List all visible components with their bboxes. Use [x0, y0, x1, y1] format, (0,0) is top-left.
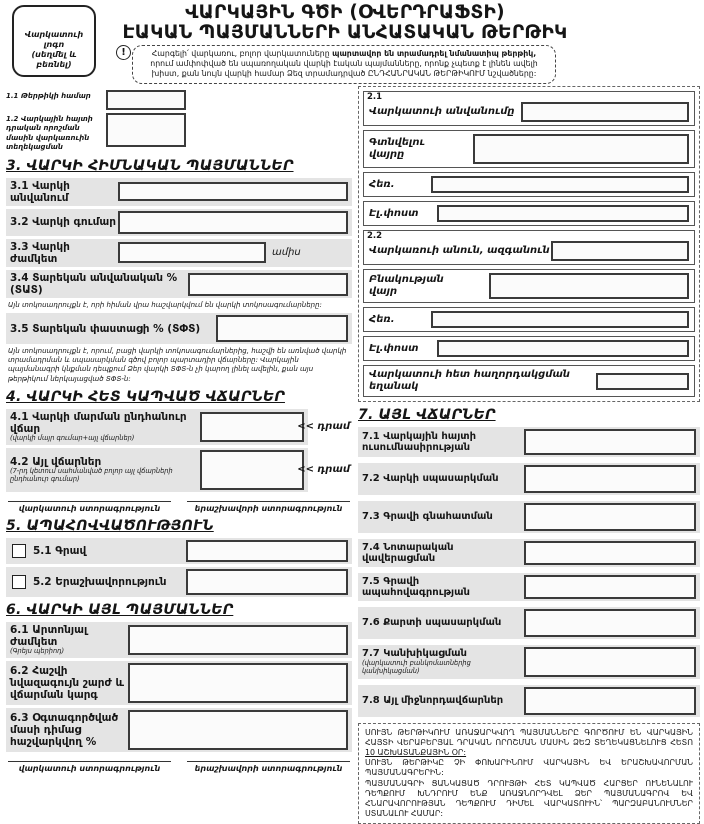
field-6-1-sublabel: (Գրեյս պերիոդ) — [10, 646, 65, 655]
borrower-phone-label: Հեռ. — [369, 313, 395, 325]
field-7-3-label: 7.3 Գրավի գնահատման — [362, 511, 493, 523]
field-4-1-label: 4.1 Վարկի մարման ընդհանուր վճար — [10, 410, 187, 435]
section-5-heading: 5. ԱՊԱՀՈՎՎԱԾՈՒԹՅՈՒՆ — [6, 517, 214, 534]
guarantee-checkbox[interactable] — [12, 575, 26, 589]
field-6-1-input[interactable] — [128, 625, 348, 655]
section-3-heading: 3. ՎԱՐԿԻ ՀԻՄՆԱԿԱՆ ՊԱՅՄԱՆՆԵՐ — [6, 157, 294, 174]
field-3-1-input[interactable] — [118, 182, 348, 201]
section-6-heading: 6. ՎԱՐԿԻ ԱՅԼ ՊԱՅՄԱՆՆԵՐ — [6, 601, 234, 618]
lender-phone-row — [363, 172, 695, 197]
logo-caption-line2: (սեղմել և բեռնել) — [31, 50, 77, 69]
footer-notice-box — [358, 723, 700, 824]
field-7-3-input[interactable] — [524, 503, 696, 531]
field-7-2-label: 7.2 Վարկի սպասարկման — [362, 473, 499, 485]
field-7-4-label: 7.4 Նոտարական վավերացման — [362, 541, 454, 564]
field-7-7-label: 7.7 Կանխիկացման — [362, 648, 467, 660]
row-3-3 — [6, 239, 352, 267]
lender-email-input[interactable] — [437, 205, 689, 222]
footer-p1-underline: 10 ԱՇԽԱՏԱՆՔԱՅԻՆ ՕՐ: — [365, 748, 467, 758]
field-7-1-input[interactable] — [524, 429, 696, 455]
apr-nominal-note: Այն տոկոսադրույքն է, որի հիման վրա հաշվարկվում են վարկի տոկոսագումարները: — [8, 301, 322, 310]
borrower-phone-row — [363, 307, 695, 332]
field-7-1-label-block — [362, 431, 504, 454]
field-3-4-input[interactable] — [188, 273, 348, 296]
borrower-address-label: Բնակության վայր — [369, 274, 444, 297]
field-7-4-input[interactable] — [524, 541, 696, 565]
lender-name-row — [363, 91, 695, 126]
lender-signature-caption: վարկատուի ստորագրություն — [8, 501, 171, 513]
row-7-3 — [358, 501, 700, 533]
collateral-checkbox[interactable] — [12, 544, 26, 558]
lender-phone-input[interactable] — [431, 176, 689, 193]
borrower-address-row — [363, 269, 695, 303]
field-row-1-1 — [6, 90, 352, 110]
field-7-7-sublabel: (վարկատուի բանկոմատներից կանխիկացման) — [362, 658, 471, 675]
guarantor-signature-caption: երաշխավորի ստորագրություն — [187, 501, 350, 513]
field-7-5-input[interactable] — [524, 575, 696, 599]
section-7-heading: 7. ԱՅԼ ՎՃԱՐՆԵՐ — [358, 407, 496, 423]
borrower-notice-box — [121, 45, 556, 84]
row-6-2 — [6, 661, 352, 705]
communication-method-row — [363, 365, 695, 397]
row-6-3 — [6, 708, 352, 752]
guarantee-input[interactable] — [186, 569, 348, 595]
communication-method-label: Վարկատուի հետ հաղորդակցման եղանակ — [369, 369, 570, 392]
borrower-address-input[interactable] — [489, 273, 689, 299]
parties-box — [358, 86, 700, 402]
field-6-3-input[interactable] — [128, 710, 348, 750]
footer-paragraph-2: ՍՈՒՅՆ ԹԵՐԹԻԿԸ ՉԻ ՓՈԽԱՐԻՆՈՒՄ ՎԱՐԿԱՅԻՆ ԵՎ ԵՐԱՇԽԱՎՈՐՄԱՆ ՊԱՅՄԱՆԱԳՐԵՐԻՆ: — [365, 758, 693, 778]
field-3-4-label: 3.4 Տարեկան անվանական % (ՏԱՏ) — [10, 272, 178, 297]
borrower-name-label: Վարկառուի անուն, ազգանուն — [369, 245, 550, 256]
row-7-7 — [358, 645, 700, 679]
row-7-6 — [358, 607, 700, 639]
right-column — [358, 86, 700, 824]
field-7-5-label: 7.5 Գրավի ապահովագրության — [362, 575, 470, 598]
signature-block-2 — [8, 761, 350, 773]
notice-text-pre: Հարգելի՛ վարկառու, բոլոր վարկատուները — [151, 48, 333, 58]
borrower-email-label: Էլ.փոստ — [369, 342, 419, 354]
guarantor-signature-caption-2: երաշխավորի ստորագրություն — [187, 761, 350, 773]
lender-email-row — [363, 201, 695, 226]
guarantee-label: 5.2 Երաշխավորություն — [33, 575, 167, 588]
row-3-4 — [6, 270, 352, 298]
row-3-2 — [6, 209, 352, 236]
field-6-3-label: 6.3 Օգտագործված մասի դիմաց հաշվարկվող % — [10, 711, 119, 748]
lender-address-input[interactable] — [473, 134, 689, 164]
field-4-2-input[interactable] — [200, 450, 304, 490]
field-7-8-input[interactable] — [524, 687, 696, 715]
row-5-2 — [6, 567, 352, 597]
field-7-7-input[interactable] — [524, 647, 696, 677]
lender-email-label: Էլ.փոստ — [369, 207, 419, 219]
field-6-1-label-block — [10, 624, 128, 656]
field-6-2-input[interactable] — [128, 663, 348, 703]
field-3-2-label: 3.2 Վարկի գումար — [10, 216, 117, 229]
lender-name-label: Վարկատուի անվանումը — [369, 106, 515, 117]
footer-paragraph-1 — [365, 728, 693, 758]
field-7-1-label: 7.1 Վարկային հայտի ուսումնասիրության — [362, 430, 477, 453]
communication-method-input[interactable] — [596, 373, 689, 390]
field-1-2-input[interactable] — [106, 113, 186, 147]
row-4-2 — [6, 448, 350, 492]
row-3-5 — [6, 313, 352, 344]
borrower-email-input[interactable] — [437, 340, 689, 357]
borrower-email-row — [363, 336, 695, 361]
field-3-5-label: 3.5 Տարեկան փաստացի % (ՏՓՏ) — [10, 322, 201, 335]
page-title-line2: ԷԱԿԱՆ ՊԱՅՄԱՆՆԵՐԻ ԱՆՀԱՏԱԿԱՆ ԹԵՐԹԻԿ — [122, 21, 568, 43]
row-5-1 — [6, 538, 352, 564]
field-4-1-input[interactable] — [200, 412, 304, 442]
row-4-1 — [6, 409, 350, 445]
collateral-input[interactable] — [186, 540, 348, 562]
field-4-2-label-block — [10, 456, 200, 484]
field-3-2-input[interactable] — [118, 211, 348, 234]
row-7-4 — [358, 539, 700, 567]
left-column — [6, 90, 352, 777]
field-7-6-label: 7.6 Քարտի սպասարկման — [362, 617, 502, 629]
dram-suffix-4-1: << դրամ — [297, 421, 350, 433]
logo-caption-line1: Վարկատուի լոգո — [24, 30, 84, 49]
field-7-7-label-block — [362, 648, 504, 675]
group-2-2-number: 2.2 — [367, 231, 383, 241]
lender-name-input[interactable] — [521, 102, 689, 122]
borrower-name-input[interactable] — [551, 241, 689, 261]
lender-phone-label: Հեռ. — [369, 178, 395, 190]
field-1-2-label: 1.2 Վարկային հայտի դրական որոշման մասին վարկառուին տեղեկացման — [6, 115, 93, 152]
borrower-phone-input[interactable] — [431, 311, 689, 328]
apr-effective-note: Այն տոկոսադրույքն է, որում, բացի վարկի տոկոսագումարներից, հաշվի են առնված վարկի տրամադրման և սպասարկման գծով բոլոր պարտադիր վճարները: Վարկային պայմանագրի կնքման դեպքում Ձեր վարկի ՏՓՏ-ն չի կարող լինել ավելին, քան այս թերթիկում ներկայացված ՏՓՏ-ն: — [8, 347, 347, 383]
field-7-8-label: 7.8 Այլ միջնորդավճարներ — [362, 695, 504, 707]
footer-paragraph-3: ՊԱՅՄԱՆԱԳՐԻ ՑԱՆԿԱՑԱԾ ԴՐՈՒՅԹԻ ՀԵՏ ԿԱՊՎԱԾ ՀԱՐՑԵՐ ՈՒՆԵՆԱԼՈՒ ԴԵՊՔՈՒՄ ԽՆԴՐՈՒՄ ԵՆՔ ԱՌԱՋՆՈՐԴՎԵԼ ՁԵՐ ՊԱՅՄԱՆԱԳՐՈՎ ԵՎ ՀՆԱՐԱՎՈՐՈՒԹՅԱՆ ԴԵՊՔՈՒՄ ԴԻՄԵԼ ՎԱՐԿԱՏՈՒԻՆ՝ ՊԱՐԶԱԲԱՆՈՒՄՆԵՐ ՍՏԱՆԱԼՈՒ ՀԱՄԱՐ: — [365, 778, 693, 818]
field-1-1-label: 1.1 Թերթիկի համար — [6, 92, 91, 100]
borrower-name-row — [363, 230, 695, 265]
field-row-1-2 — [6, 113, 352, 153]
row-6-1 — [6, 622, 352, 658]
field-4-1-label-block — [10, 411, 200, 443]
lender-address-row — [363, 130, 695, 168]
footer-p1-text: ՍՈՒՅՆ ԹԵՐԹԻԿՈՒՄ ԱՌԱՋԱՐԿՎՈՂ ՊԱՅՄԱՆՆԵՐԸ ԳՈՐԾՈՒՄ ԵՆ ՎԱՐԿԱՅԻՆ ՀԱՅՏԻ ՎԵՐԱԲԵՐՅԱԼ ԴՐԱԿԱՆ ՈՐՈՇՄԱՆ ՄԱՍԻՆ ՁԵԶ ՏԵՂԵԿԱՑՆԵԼՈՒՑ ՀԵՏՈ — [365, 728, 693, 748]
row-7-5 — [358, 573, 700, 601]
lender-signature-caption-2: վարկատուի ստորագրություն — [8, 761, 171, 773]
field-6-1-label: 6.1 Արտոնյալ ժամկետ — [10, 623, 88, 648]
row-7-8 — [358, 685, 700, 717]
field-1-1-input[interactable] — [106, 90, 186, 110]
collateral-label: 5.1 Գրավ — [33, 544, 87, 557]
field-4-1-sublabel: (վարկի մայր գումար+այլ վճարներ) — [10, 433, 135, 442]
field-4-2-label: 4.2 Այլ վճարներ — [10, 455, 102, 468]
lender-logo-upload-box[interactable] — [12, 5, 96, 77]
lender-address-label: Գտնվելու վայրը — [369, 137, 425, 160]
section-4-heading: 4. ՎԱՐԿԻ ՀԵՏ ԿԱՊՎԱԾ ՎՃԱՐՆԵՐ — [6, 388, 285, 405]
months-suffix: ամիս — [272, 247, 301, 259]
field-7-6-input[interactable] — [524, 609, 696, 637]
field-6-2-label: 6.2 Հաշվի նվազագույն շարժ և վճարման կարգ — [10, 664, 125, 701]
notice-text-post: որում ամփոփված են սպառողական վարկի էական պայմանները, որոնք չպետք է լինեն ավելի խիստ, քան նույն վարկի համար Ձեզ տրամադրված ԸՆԴՀԱՆՐԱԿԱՆ ԹԵՐԹԻԿՈՒՄ նշվածները: — [150, 59, 538, 79]
page-title-line1: ՎԱՐԿԱՅԻՆ ԳԾԻ (ՕՎԵՐԴՐԱՖՏԻ) — [185, 2, 505, 23]
exclamation-icon: ! — [116, 45, 131, 60]
field-3-3-input[interactable] — [118, 242, 266, 263]
field-3-1-label: 3.1 Վարկի անվանում — [10, 179, 70, 204]
field-4-2-sublabel: (7-րդ կետում սահմանված բոլոր այլ վճարների ընդհանուր գումար) — [10, 466, 173, 483]
dram-suffix-4-2: << դրամ — [297, 464, 350, 476]
row-7-1 — [358, 427, 700, 457]
field-3-3-label: 3.3 Վարկի ժամկետ — [10, 240, 70, 265]
group-2-1-number: 2.1 — [367, 92, 383, 102]
notice-text-bold: պարտավոր են տրամադրել նմանատիպ թերթիկ, — [332, 48, 537, 58]
header — [112, 3, 578, 84]
signature-block-1 — [8, 501, 350, 513]
field-7-2-input[interactable] — [524, 465, 696, 493]
field-3-5-input[interactable] — [216, 315, 348, 342]
row-3-1 — [6, 178, 352, 206]
row-7-2 — [358, 463, 700, 495]
